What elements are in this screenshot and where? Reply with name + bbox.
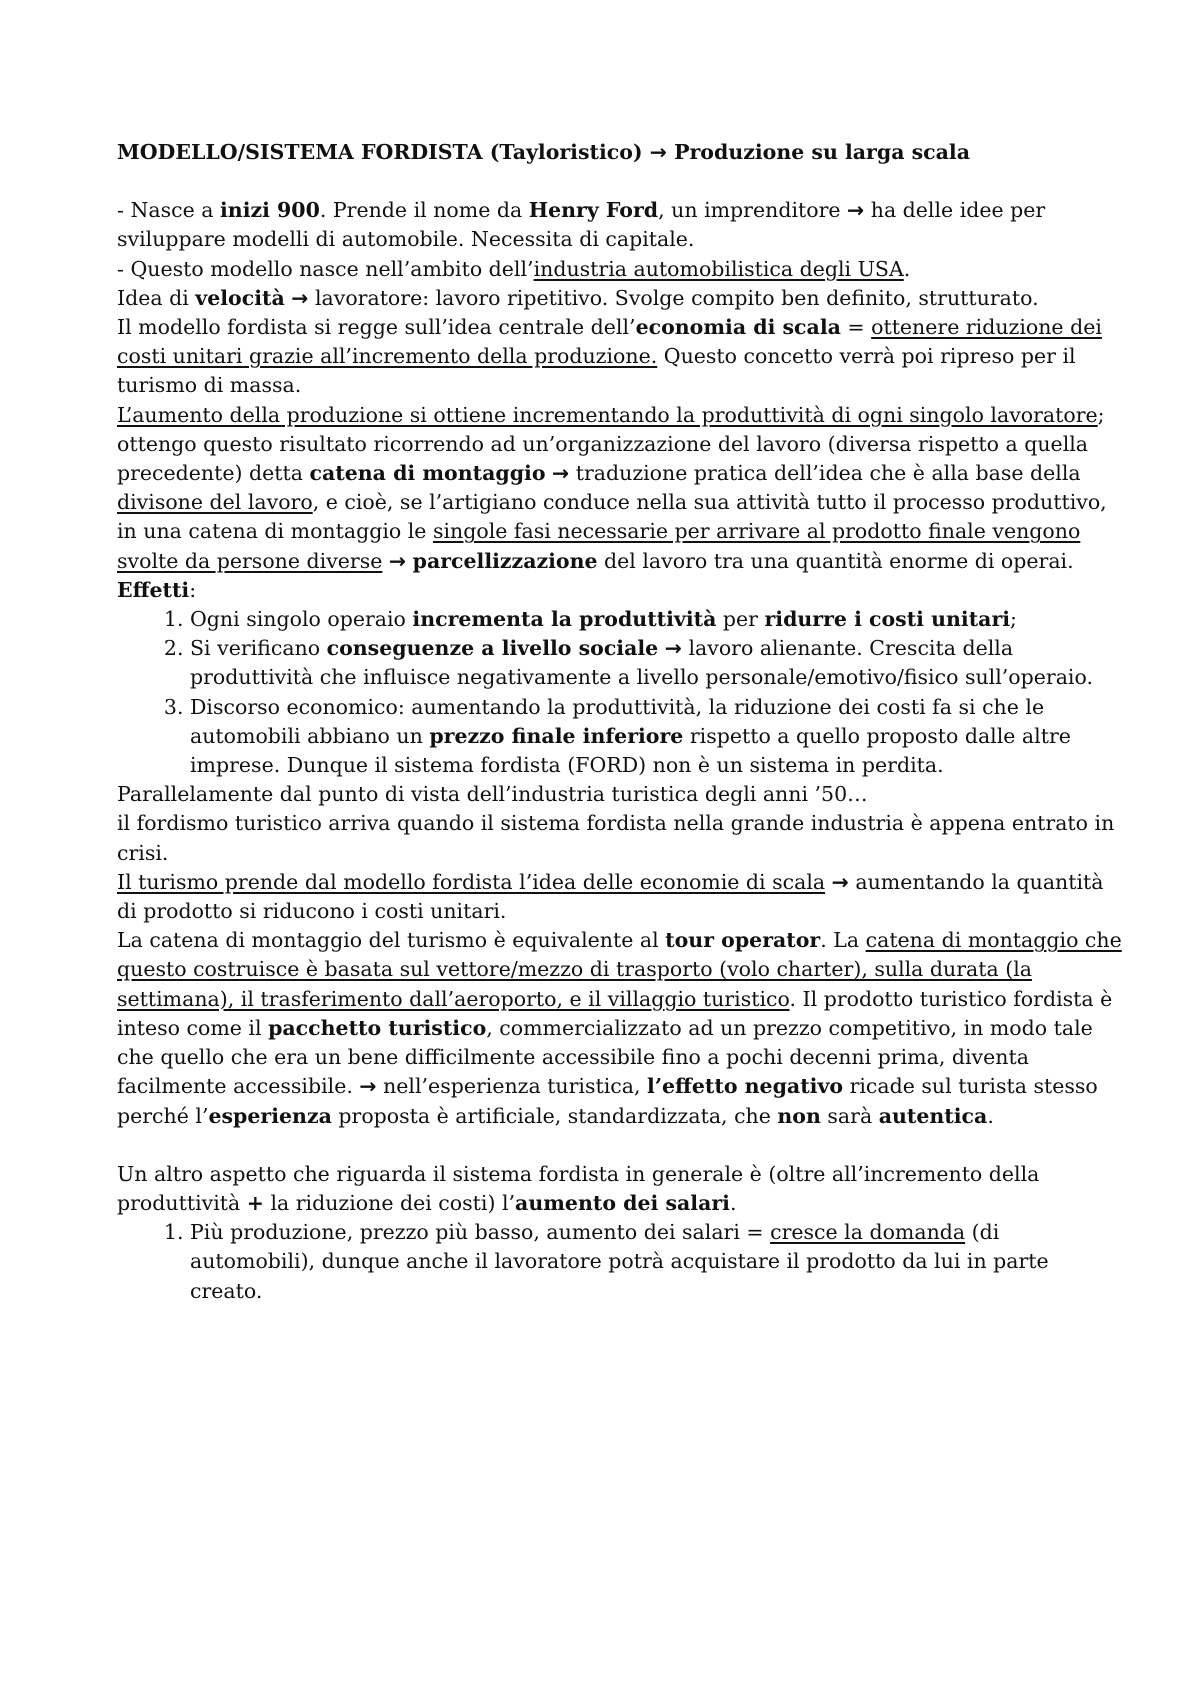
page-title: MODELLO/SISTEMA FORDISTA (Tayloristico) → Produzione su larga scala xyxy=(117,140,970,164)
paragraph-assembly-line: L’aumento della produzione si ottiene incrementando la produttività di ogni singolo lavoratore; ottengo questo risultato ricorrendo ad un’organizzazione del lavoro (diversa rispetto a quella precedente) detta catena di montaggio → traduzione pratica dell’idea che è alla base della divisone del lavoro, e cioè, se l’artigiano conduce nella sua attività tutto il processo produttivo, in una catena di montaggio le singole fasi necessarie per arrivare al prodotto finale vengono svolte da persone diverse → parcellizzazione del lavoro tra una quantità enorme di operai. xyxy=(117,402,1107,573)
arrow-right-icon: → xyxy=(649,140,667,164)
list-item: 3. Discorso economico: aumentando la produttività, la riduzione dei costi fa si che le automobili abbiano un prezzo finale inferiore rispetto a quello proposto dalle altre imprese. Dunque il sistema fordista (FORD) non è un sistema in perdita. xyxy=(190,693,1127,781)
paragraph-wages: Un altro aspetto che riguarda il sistema fordista in generale è (oltre all’incremento della produttività + la riduzione dei costi) l’aumento dei salari. xyxy=(117,1161,1040,1215)
list-item: 2. Si verificano conseguenze a livello sociale → lavoro alienante. Crescita della produttività che influisce negativamente a livello personale/emotivo/fisico sull’operaio. xyxy=(190,634,1127,692)
spacer xyxy=(117,167,1127,196)
list-item: 1. Ogni singolo operaio incrementa la produttività per ridurre i costi unitari; xyxy=(190,605,1127,634)
paragraph-origin: - Nasce a inizi 900. Prende il nome da Henry Ford, un imprenditore → ha delle idee per sviluppare modelli di automobile. Necessita di capitale. xyxy=(117,198,1046,252)
paragraph-economy-of-scale: Il modello fordista si regge sull’idea centrale dell’economia di scala = ottenere riduzione dei costi unitari grazie all’incremento della produzione. Questo concetto verrà poi ripreso per il turismo di massa. xyxy=(117,315,1102,398)
arrow-right-icon: → xyxy=(552,461,570,486)
arrow-right-icon: → xyxy=(359,1074,377,1099)
paragraph-tourism-fordism: il fordismo turistico arriva quando il sistema fordista nella grande industria è appena entrato in crisi. xyxy=(117,811,1115,865)
spacer xyxy=(117,1131,1127,1160)
effects-list xyxy=(117,605,1127,780)
effects-heading: Effetti: xyxy=(117,577,197,602)
arrow-right-icon: → xyxy=(388,548,407,573)
arrow-right-icon: → xyxy=(664,636,682,661)
document-page xyxy=(117,138,1127,1306)
paragraph-tour-operator: La catena di montaggio del turismo è equivalente al tour operator. La catena di montaggio che questo costruisce è basata sul vettore/mezzo di trasporto (volo charter), sulla durata (la settimana), il trasferimento dall’aeroporto, e il villaggio turistico. Il prodotto turistico fordista è inteso come il pacchetto turistico, commercializzato ad un prezzo competitivo, in modo tale che quello che era un bene difficilmente accessibile fino a pochi decenni prima, diventa facilmente accessibile. → nell’esperienza turistica, l’effetto negativo ricade sul turista stesso perché l’esperienza proposta è artificiale, standardizzata, che non sarà autentica. xyxy=(117,928,1122,1128)
paragraph-speed: Idea di velocità → lavoratore: lavoro ripetitivo. Svolge compito ben definito, strutturato. xyxy=(117,285,1039,310)
arrow-right-icon: → xyxy=(847,198,865,223)
paragraph-tourism-50s: Parallelamente dal punto di vista dell’industria turistica degli anni ’50… xyxy=(117,782,868,807)
paragraph-context: - Questo modello nasce nell’ambito dell’industria automobilistica degli USA. xyxy=(117,256,911,281)
arrow-right-icon: → xyxy=(831,869,849,894)
list-item: 1. Più produzione, prezzo più basso, aumento dei salari = cresce la domanda (di automobili), dunque anche il lavoratore potrà acquistare il prodotto da lui in parte creato. xyxy=(190,1218,1127,1306)
arrow-right-icon: → xyxy=(291,285,309,310)
wages-list xyxy=(117,1218,1127,1306)
paragraph-tourism-scale: Il turismo prende dal modello fordista l’idea delle economie di scala → aumentando la quantità di prodotto si riducono i costi unitari. xyxy=(117,869,1104,924)
